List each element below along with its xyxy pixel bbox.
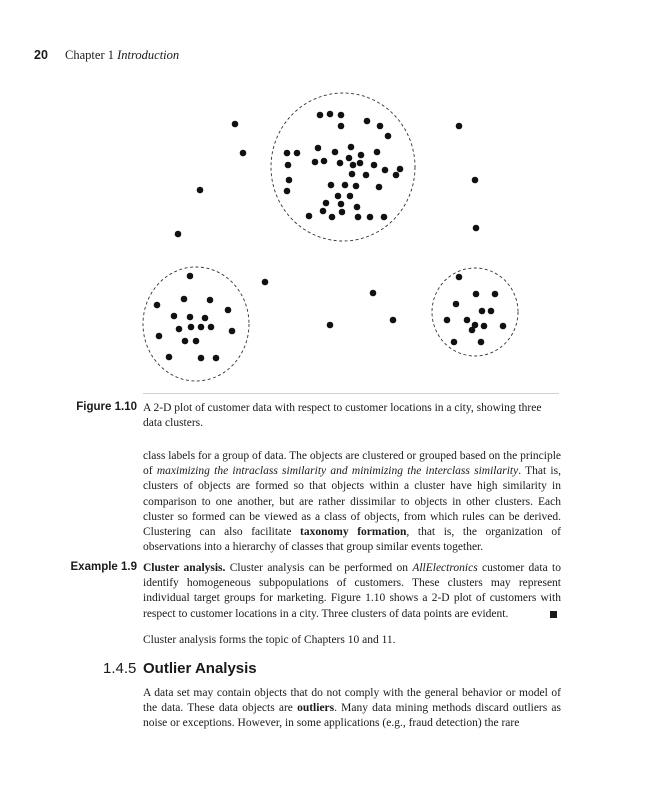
customer-point	[371, 162, 378, 169]
customer-point	[444, 317, 451, 324]
term-taxonomy-formation: taxonomy formation	[300, 526, 407, 539]
customer-point	[350, 162, 357, 169]
customer-point	[376, 184, 383, 191]
customer-point	[353, 183, 360, 190]
customer-point	[492, 291, 499, 298]
customer-point	[469, 327, 476, 334]
customer-point	[332, 149, 339, 156]
customer-point	[346, 155, 353, 162]
customer-point	[385, 133, 392, 140]
customer-point	[176, 326, 183, 333]
customer-point	[357, 160, 364, 167]
emphasis-text: maximizing the intraclass similarity and minimizing the interclass similarity	[156, 465, 519, 478]
customer-point	[354, 204, 361, 211]
customer-point	[374, 149, 381, 156]
page-number: 20	[34, 48, 48, 62]
chapter-title: Introduction	[117, 48, 180, 62]
customer-point	[312, 159, 319, 166]
customer-point	[473, 225, 480, 232]
paragraph-text: class labels for a group of data. The objects are clustered or grouped based on the principle of	[143, 450, 561, 478]
customer-point	[500, 323, 507, 330]
customer-point	[335, 193, 342, 200]
customer-point	[198, 355, 205, 362]
customer-point	[327, 322, 334, 329]
paragraph-text: . That is, clusters of objects are formed so that objects within a cluster have high similarity in comparison to one another, but are rather dissimilar to objects in other clusters. Each cluster so formed can be viewed as a class of objects, from which rules can be derived. Clustering can also facilitate	[143, 465, 561, 539]
customer-point	[355, 214, 362, 221]
customer-point	[213, 355, 220, 362]
customer-point	[393, 172, 400, 179]
customer-point	[329, 214, 336, 221]
customer-point	[338, 123, 345, 130]
customer-point	[182, 338, 189, 345]
paragraph-outliers	[143, 686, 561, 732]
customer-point	[306, 213, 313, 220]
customer-point	[202, 315, 209, 322]
customer-point	[479, 308, 486, 315]
customer-point	[390, 317, 397, 324]
paragraph-clustering	[143, 449, 561, 555]
customer-point	[382, 167, 389, 174]
customer-point	[171, 313, 178, 320]
company-name: AllElectronics	[412, 562, 478, 574]
customer-point	[381, 214, 388, 221]
cluster-boundary-left	[143, 267, 249, 381]
example-text: customer data to identify homogeneous subpopulations of customers. These clusters may represent individual target groups for marketing. Figure 1.10 shows a 2-D plot of customers with respect to customer locations in a city. Three clusters of data points are evident.	[143, 562, 561, 620]
customer-point	[166, 354, 173, 361]
customer-point	[377, 123, 384, 130]
customer-point	[197, 187, 204, 194]
customer-point	[347, 193, 354, 200]
cluster-boundary-right	[432, 268, 518, 356]
customer-point	[240, 150, 247, 157]
customer-point	[207, 297, 214, 304]
figure-rule	[143, 393, 559, 394]
customer-point	[229, 328, 236, 335]
cluster-scatter-figure	[0, 0, 648, 395]
figure-label: Figure 1.10	[76, 401, 137, 413]
customer-point	[397, 166, 404, 173]
customer-point	[181, 296, 188, 303]
example-text: Cluster analysis can be performed on	[225, 562, 413, 574]
customer-point	[338, 201, 345, 208]
customer-point	[338, 112, 345, 119]
customer-point	[154, 302, 161, 309]
customer-point	[464, 317, 471, 324]
paragraph-chapters: Cluster analysis forms the topic of Chapters 10 and 11.	[143, 634, 396, 646]
customer-point	[320, 208, 327, 215]
customer-point	[453, 301, 460, 308]
customer-point	[187, 273, 194, 280]
customer-point	[478, 339, 485, 346]
customer-point	[327, 111, 334, 118]
customer-point	[370, 290, 377, 297]
customer-point	[208, 324, 215, 331]
end-of-example-icon	[550, 611, 557, 618]
paragraph-text: , that is, the organization of observations into a hierarchy of classes that group similar events together.	[143, 526, 561, 554]
customer-point	[358, 152, 365, 159]
customer-point	[262, 279, 269, 286]
customer-point	[328, 182, 335, 189]
example-body	[143, 561, 561, 622]
customer-point	[317, 112, 324, 119]
customer-point	[156, 333, 163, 340]
customer-point	[284, 188, 291, 195]
customer-point	[472, 177, 479, 184]
customer-point	[488, 308, 495, 315]
customer-point	[188, 324, 195, 331]
customer-point	[175, 231, 182, 238]
paragraph-text: . Many data mining methods discard outliers as noise or exceptions. However, in some applications (e.g., fraud detection) the rare	[143, 702, 561, 730]
customer-point	[294, 150, 301, 157]
customer-point	[321, 158, 328, 165]
customer-point	[364, 118, 371, 125]
paragraph-text: A data set may contain objects that do not comply with the general behavior or model of the data. These data objects are	[143, 687, 561, 715]
term-outliers: outliers	[297, 702, 335, 715]
customer-point	[349, 171, 356, 178]
section-title: Outlier Analysis	[143, 660, 257, 677]
customer-point	[286, 177, 293, 184]
customer-point	[284, 150, 291, 157]
figure-caption: A 2-D plot of customer data with respect to customer locations in a city, showing three data clusters.	[143, 402, 542, 429]
customer-point	[339, 209, 346, 216]
customer-point	[337, 160, 344, 167]
customer-point	[456, 274, 463, 281]
customer-point	[342, 182, 349, 189]
customer-point	[481, 323, 488, 330]
example-label: Example 1.9	[70, 561, 137, 573]
customer-point	[198, 324, 205, 331]
customer-point	[323, 200, 330, 207]
customer-point	[451, 339, 458, 346]
customer-point	[187, 314, 194, 321]
customer-point	[315, 145, 322, 152]
customer-point	[363, 172, 370, 179]
customer-point	[456, 123, 463, 130]
chapter-number: Chapter 1	[65, 48, 114, 62]
customer-point	[225, 307, 232, 314]
customer-point	[473, 291, 480, 298]
example-title: Cluster analysis.	[143, 562, 226, 574]
customer-point	[232, 121, 239, 128]
section-number: 1.4.5	[103, 660, 137, 677]
customer-point	[193, 338, 200, 345]
customer-point	[285, 162, 292, 169]
customer-point	[367, 214, 374, 221]
customer-point	[348, 144, 355, 151]
